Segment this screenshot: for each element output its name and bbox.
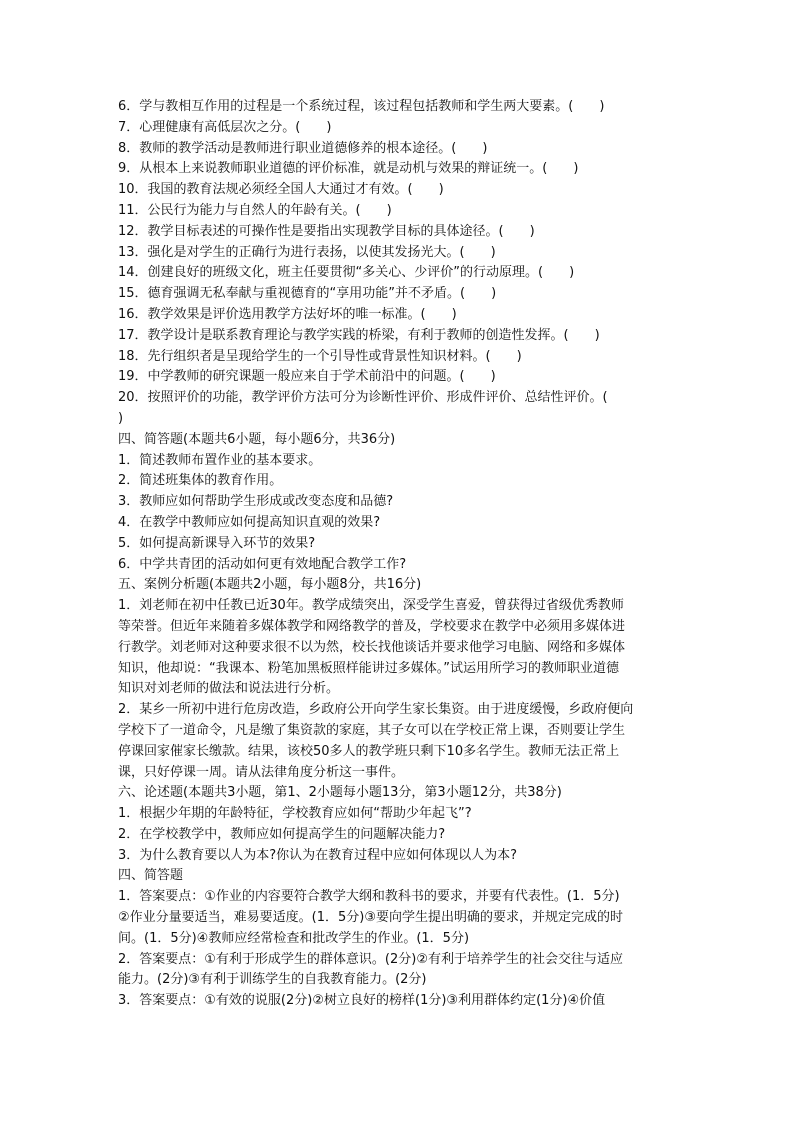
text-line: 1．简述教师布置作业的基本要求。 [118,452,322,468]
text-line: 13．强化是对学生的正确行为进行表扬，以使其发扬光大。( ) [118,244,496,260]
text-line: 3．为什么教育要以人为本?你认为在教育过程中应如何体现以人为本? [118,847,518,863]
text-line: 6．学与教相互作用的过程是一个系统过程，该过程包括教师和学生两大要素。( ) [118,99,605,114]
text-line: 学校下了一道命令，凡是缴了集资款的家庭，其子女可以在学校正常上课，否则要让学生 [118,722,626,738]
text-line: 14．创建良好的班级文化，班主任要贯彻“多关心、少评价”的行动原理。( ) [118,265,575,281]
text-line: 12．教学目标表述的可操作性是要指出实现教学目标的具体途径。( ) [118,223,535,239]
text-line: 5．如何提高新课导入环节的效果? [118,535,316,551]
text-line: 知识对刘老师的做法和说法进行分析。 [118,681,340,697]
text-line: 18．先行组织者是呈现给学生的一个引导性或背景性知识材料。( ) [118,348,522,364]
text-line: 知识，他却说：“我课本、粉笔加黑板照样能讲过多媒体。”试运用所学习的教师职业道德 [118,660,619,676]
text-line: 能力。(2分)③有利于训练学生的自我教育能力。(2分) [118,972,427,988]
text-line: 行教学。刘老师对这种要求很不以为然，校长找他谈话并要求他学习电脑、网络和多媒体 [118,639,626,655]
text-line: 11．公民行为能力与自然人的年龄有关。( ) [118,202,392,218]
text-line: 2．简述班集体的教育作用。 [118,473,283,489]
text-line: 16．教学效果是评价选用教学方法好坏的唯一标准。( ) [118,306,457,322]
section-heading: 六、论述题(本题共3小题，第1、2小题每小题13分，第3小题12分，共38分) [118,785,562,801]
text-line: 课，只好停课一周。请从法律角度分析这一事件。 [118,764,405,780]
text-line: 9．从根本上来说教师职业道德的评价标准，就是动机与效果的辩证统一。( ) [118,161,579,177]
text-line: ②作业分量要适当，难易要适度。(1．5分)③要向学生提出明确的要求，并规定完成的时 [118,910,623,926]
text-line: 停课回家催家长缴款。结果，该校50多人的教学班只剩下10多名学生。教师无法正常上 [118,743,620,759]
section-heading: 四、简答题(本题共6小题，每小题6分，共36分) [118,431,396,447]
text-line: 1．根据少年期的年龄特征，学校教育应如何“帮助少年起飞”? [118,806,472,822]
text-line: 2．答案要点：①有利于形成学生的群体意识。(2分)②有利于培养学生的社会交往与适应 [118,951,623,967]
text-line: 20．按照评价的功能，教学评价方法可分为诊断性评价、形成件评价、总结性评价。( [118,390,608,406]
text-line: 15．德育强调无私奉献与重视德育的“享用功能”并不矛盾。( ) [118,286,497,302]
text-line: 4．在教学中教师应如何提高知识直观的效果? [118,514,381,530]
text-line: 10．我国的教育法规必须经全国人大通过才有效。( ) [118,182,444,198]
text-line: 7．心理健康有高低层次之分。( ) [118,119,332,135]
text-line: 19．中学教师的研究课题一般应来自于学术前沿中的问题。( ) [118,369,496,385]
section-heading: 四、简答题 [118,868,184,884]
text-line: 等荣誉。但近年来随着多媒体教学和网络教学的普及，学校要求在教学中必须用多媒体进 [118,618,626,634]
text-line: 1．刘老师在初中任教已近30年。教学成绩突出，深受学生喜爱，曾获得过省级优秀教师 [118,598,624,614]
text-line: 17．教学设计是联系教育理论与教学实践的桥梁，有利于教师的创造性发挥。( ) [118,327,600,343]
text-line: 间。(1．5分)④教师应经常检查和批改学生的作业。(1．5分) [118,930,470,946]
document-body [118,97,678,1012]
text-line: 2．在学校教学中，教师应如何提高学生的问题解决能力? [118,826,446,842]
text-line: 1．答案要点：①作业的内容要符合教学大纲和教科书的要求，并要有代表性。(1．5分) [118,889,620,905]
text-line: 3．教师应如何帮助学生形成或改变态度和品德? [118,494,394,510]
text-line: 8．教师的教学活动是教师进行职业道德修养的根本途径。( ) [118,140,488,156]
text-line: 3．答案要点：①有效的说服(2分)②树立良好的榜样(1分)③利用群体约定(1分)④价值 [118,993,606,1009]
text-line: 6．中学共青团的活动如何更有效地配合教学工作? [118,556,407,572]
text-line: 2．某乡一所初中进行危房改造，乡政府公开向学生家长集资。由于进度缓慢，乡政府便向 [118,702,634,718]
text-line: ) [118,410,124,426]
section-heading: 五、案例分析题(本题共2小题，每小题8分，共16分) [118,577,422,593]
